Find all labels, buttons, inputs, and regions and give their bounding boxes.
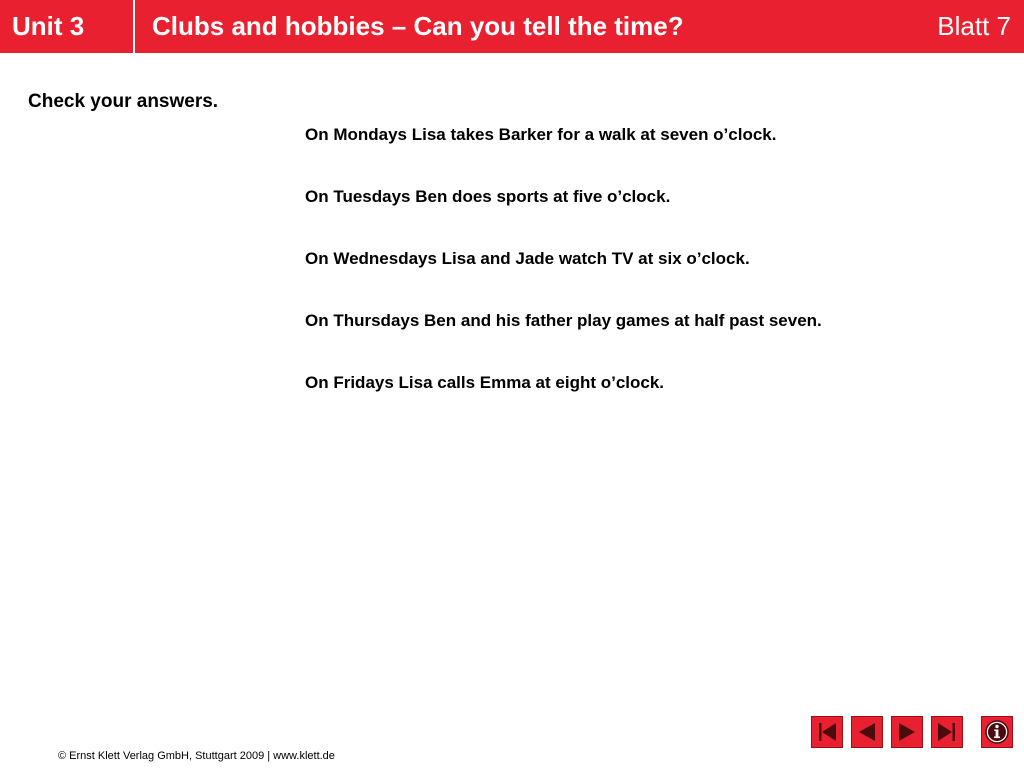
answer-item: On Mondays Lisa takes Barker for a walk at seven o’clock.	[305, 125, 777, 144]
answer-item: On Wednesdays Lisa and Jade watch TV at six o’clock.	[305, 249, 750, 268]
page-title: Clubs and hobbies – Can you tell the time?	[152, 11, 684, 41]
unit-label: Unit 3	[12, 11, 85, 41]
last-page-button[interactable]	[931, 716, 963, 748]
answer-item: On Fridays Lisa calls Emma at eight o’clock.	[305, 373, 665, 392]
answer-item: On Thursdays Ben and his father play games at half past seven.	[305, 311, 822, 330]
answer-item: On Tuesdays Ben does sports at five o’clock.	[305, 187, 671, 206]
next-page-icon	[892, 717, 922, 747]
header-divider	[133, 0, 135, 53]
footer-copyright: © Ernst Klett Verlag GmbH, Stuttgart 2009 | www.klett.de	[58, 750, 335, 762]
previous-page-button[interactable]	[851, 716, 883, 748]
first-page-icon	[812, 717, 842, 747]
sheet-number: Blatt 7	[937, 11, 1011, 41]
first-page-button[interactable]	[811, 716, 843, 748]
next-page-button[interactable]	[891, 716, 923, 748]
header-bar	[0, 0, 1024, 53]
instruction-text: Check your answers.	[28, 91, 219, 112]
info-button[interactable]	[981, 716, 1013, 748]
answer-list	[305, 124, 822, 434]
last-page-icon	[932, 717, 962, 747]
previous-page-icon	[852, 717, 882, 747]
info-icon	[982, 717, 1012, 747]
